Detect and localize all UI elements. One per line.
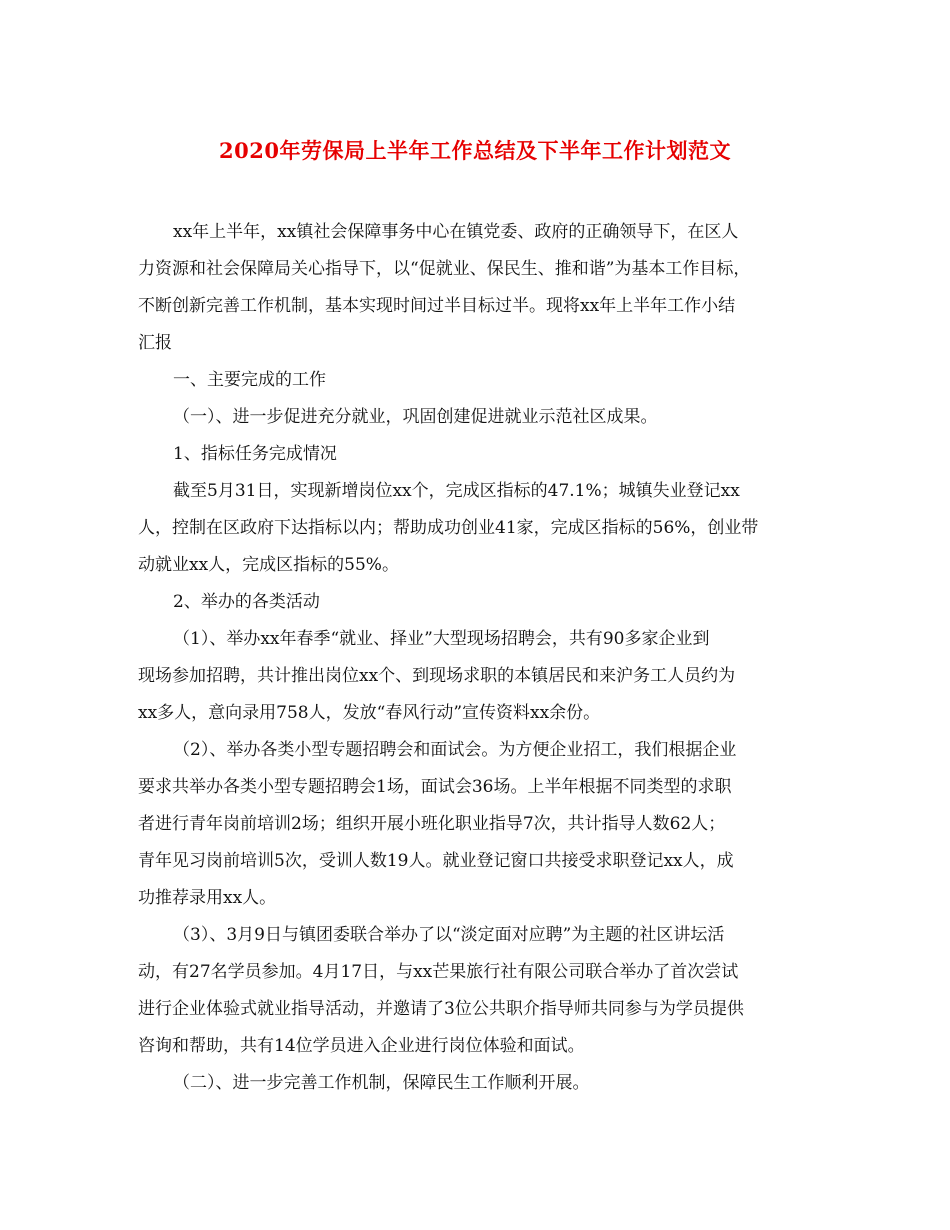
text-line: 功推荐录用xx人。	[138, 888, 277, 908]
text-line: 力资源和社会保障局关心指导下，以“促就业、保民生、推和谐”为基本工作目标，	[138, 259, 751, 279]
text-line: 不断创新完善工作机制，基本实现时间过半目标过半。现将xx年上半年工作小结	[138, 296, 736, 316]
text-line: 动就业xx人，完成区指标的55%。	[138, 555, 399, 575]
text-line: （一）、进一步促进充分就业，巩固创建促进就业示范社区成果。	[173, 407, 658, 427]
text-line: xx多人，意向录用758人，发放“春风行动”宣传资料xx余份。	[138, 703, 601, 723]
text-line: 2、举办的各类活动	[173, 592, 320, 612]
document-title: 2020年劳保局上半年工作总结及下半年工作计划范文	[219, 138, 731, 163]
text-line: （3）、3月9日与镇团委联合举办了以“淡定面对应聘”为主题的社区讲坛活	[173, 925, 725, 945]
text-line: 人，控制在区政府下达指标以内；帮助成功创业41家，完成区指标的56%，创业带	[138, 518, 759, 538]
text-line: 咨询和帮助，共有14位学员进入企业进行岗位体验和面试。	[138, 1036, 585, 1056]
document-body	[138, 214, 832, 1102]
text-line: 现场参加招聘，共计推出岗位xx个、到现场求职的本镇居民和来沪务工人员约为	[138, 666, 736, 686]
text-line: 1、指标任务完成情况	[173, 444, 337, 464]
text-line: 汇报	[138, 333, 172, 353]
text-line: 一、主要完成的工作	[173, 370, 326, 390]
text-line: 要求共举办各类小型专题招聘会1场，面试会36场。上半年根据不同类型的求职	[138, 777, 732, 797]
text-line: 青年见习岗前培训5次，受训人数19人。就业登记窗口共接受求职登记xx人，成	[138, 851, 734, 871]
text-line: 截至5月31日，实现新增岗位xx个，完成区指标的47.1%；城镇失业登记xx	[173, 481, 740, 501]
text-line: （1）、举办xx年春季“就业、择业”大型现场招聘会，共有90多家企业到	[173, 629, 710, 649]
text-line: （2）、举办各类小型专题招聘会和面试会。为方便企业招工，我们根据企业	[173, 740, 737, 760]
text-line: 进行企业体验式就业指导活动，并邀请了3位公共职介指导师共同参与为学员提供	[138, 999, 744, 1019]
text-line: （二）、进一步完善工作机制，保障民生工作顺利开展。	[173, 1073, 590, 1093]
text-line: 动，有27名学员参加。4月17日，与xx芒果旅行社有限公司联合举办了首次尝试	[138, 962, 739, 982]
text-line: 者进行青年岗前培训2场；组织开展小班化职业指导7次，共计指导人数62人；	[138, 814, 726, 834]
text-line: xx年上半年，xx镇社会保障事务中心在镇党委、政府的正确领导下，在区人	[173, 222, 739, 242]
